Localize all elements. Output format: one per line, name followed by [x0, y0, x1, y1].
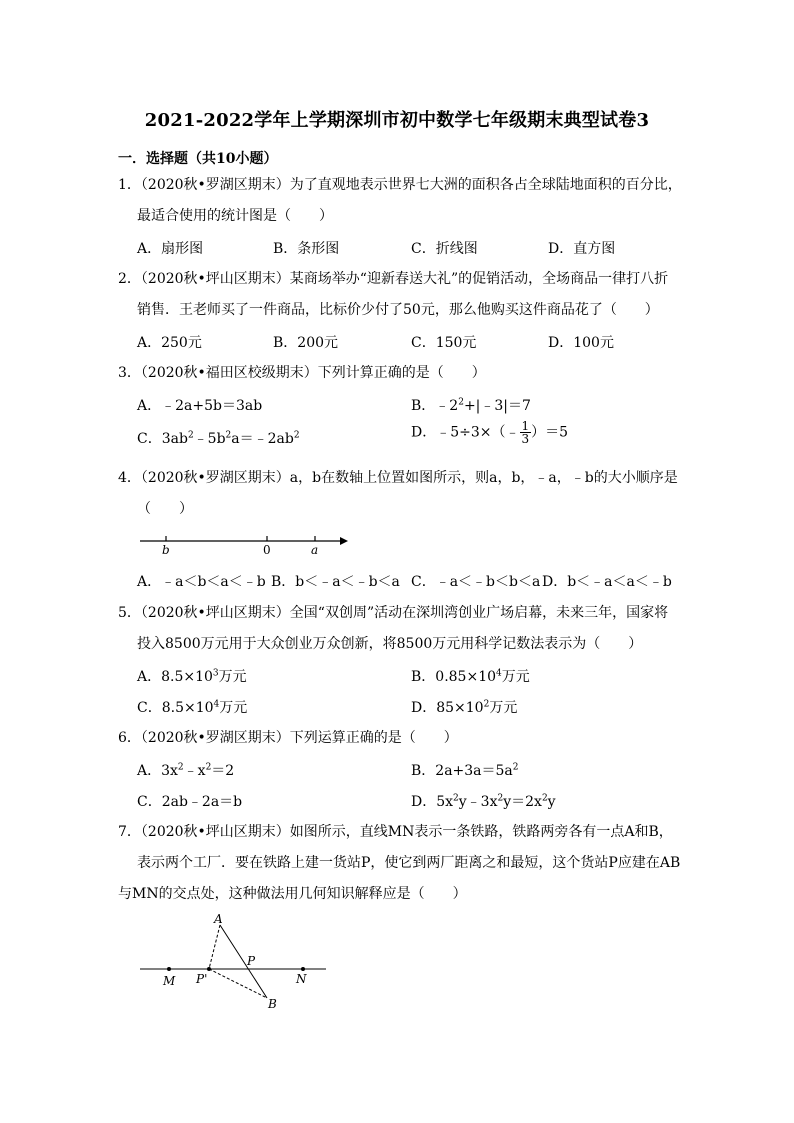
q6-option-d[interactable]	[411, 791, 556, 811]
q5-b-unit: 万元	[501, 669, 530, 685]
q5-option-d[interactable]	[411, 697, 517, 717]
q6-d-text-mid: y﹣3x	[458, 794, 498, 810]
question-4-text-line1: 4．（2020秋•罗湖区期末）a，b在数轴上位置如图所示，则a，b，﹣a，﹣b的大小顺序是	[118, 470, 678, 486]
q5-option-c[interactable]	[137, 697, 247, 717]
q3-c-sup2: 2	[225, 430, 232, 441]
q6-d-text-mid2: y＝2x	[503, 794, 542, 810]
q2-option-d[interactable]: D．100元	[548, 335, 614, 351]
q4-option-a[interactable]: A．﹣a＜b＜a＜﹣b	[137, 574, 266, 590]
q2-option-b[interactable]: B．200元	[273, 335, 339, 351]
label-p-prime: P'	[196, 972, 208, 986]
segment-ab	[220, 925, 267, 998]
fraction-denominator: 3	[521, 432, 530, 446]
point-m	[167, 967, 171, 971]
point-n	[301, 967, 305, 971]
q2-option-c[interactable]: C．150元	[411, 335, 477, 351]
q5-c-sup: 4	[213, 699, 220, 710]
q3-d-text-end: ）＝5	[531, 424, 569, 441]
q3-option-b[interactable]	[411, 395, 531, 415]
q3-b-text-end: +|﹣3|＝7	[463, 398, 531, 414]
q4-option-d[interactable]: D．b＜﹣a＜a＜﹣b	[542, 574, 672, 590]
q4-option-c[interactable]: C．﹣a＜﹣b＜b＜a	[411, 574, 541, 590]
q3-c-sup1: 2	[187, 430, 194, 441]
railway-geometry-figure	[138, 912, 338, 1012]
q6-a-sup2: 2	[205, 762, 212, 773]
fraction-numerator: 1	[521, 419, 530, 433]
q3-option-c[interactable]	[137, 428, 300, 448]
q5-d-text: D．85×10	[411, 700, 484, 716]
question-5-text-line1: 5．（2020秋•坪山区期末）全国“双创周”活动在深圳湾创业广场启幕，未来三年，国家将	[118, 605, 669, 621]
q6-option-a[interactable]	[137, 760, 234, 780]
question-6-text-line1: 6．（2020秋•罗湖区期末）下列运算正确的是（ ）	[118, 730, 458, 746]
q6-d-text: D．5x	[411, 794, 454, 810]
question-2-text-line2: 销售．王老师买了一件商品，比标价少付了50元，那么他购买这件商品花了（ ）	[137, 302, 659, 318]
q3-option-a[interactable]: A．﹣2a+5b＝3ab	[137, 398, 263, 414]
q3-b-sup: 2	[458, 397, 464, 408]
q3-c-sup3: 2	[293, 430, 300, 441]
page-title: 2021-2022学年上学期深圳市初中数学七年级期末典型试卷3	[144, 110, 650, 131]
q6-d-sup1: 2	[453, 793, 459, 804]
q5-d-sup: 2	[483, 699, 490, 710]
q6-d-sup2: 2	[497, 793, 504, 804]
q3-option-d[interactable]	[411, 420, 568, 445]
q6-a-text-mid: ﹣x	[183, 763, 206, 779]
question-1-text-line2: 最适合使用的统计图是（ ）	[137, 208, 333, 224]
q2-option-a[interactable]: A．250元	[137, 335, 202, 351]
q5-b-text: B．0.85×10	[411, 669, 497, 685]
axis-label-b: b	[162, 543, 170, 557]
q5-c-text: C．8.5×10	[137, 700, 214, 716]
question-7-text-line1: 7．（2020秋•坪山区期末）如图所示，直线MN表示一条铁路，铁路两旁各有一点A和B，	[118, 824, 673, 840]
label-n: N	[296, 972, 307, 986]
q3-c-text-mid2: a＝﹣2ab	[231, 431, 294, 447]
question-7-text-line2: 表示两个工厂．要在铁路上建一货站P，使它到两厂距离之和最短，这个货站P应建在AB	[137, 855, 681, 871]
number-line-figure	[140, 530, 360, 560]
question-3-text-line1: 3．（2020秋•福田区校级期末）下列计算正确的是（ ）	[118, 365, 486, 381]
label-p: P	[247, 954, 256, 968]
q6-a-text-end: ＝2	[211, 763, 235, 779]
q6-d-sup3: 2	[541, 793, 548, 804]
q6-option-c[interactable]: C．2ab﹣2a＝b	[137, 794, 243, 810]
question-1-text-line1: 1．（2020秋•罗湖区期末）为了直观地表示世界七大洲的面积各占全球陆地面积的百分比，	[118, 177, 682, 193]
q3-c-text: C．3ab	[137, 431, 188, 447]
q5-a-text: A．8.5×10	[137, 669, 213, 685]
q5-d-unit: 万元	[489, 700, 518, 716]
q3-d-text: D．﹣5÷3×（﹣	[411, 424, 520, 441]
question-4-text-line2: （ ）	[137, 501, 193, 517]
q4-option-b[interactable]: B．b＜﹣a＜﹣b＜a	[271, 574, 400, 590]
q3-d-fraction	[520, 420, 532, 445]
q6-a-sup1: 2	[177, 762, 184, 773]
q3-b-text: B．﹣2	[411, 398, 459, 414]
label-a: A	[214, 912, 223, 926]
question-7-text-line3: 与MN的交点处，这种做法用几何知识解释应是（ ）	[118, 886, 467, 902]
question-5-text-line2: 投入8500万元用于大众创业万众创新，将8500万元用科学记数法表示为（ ）	[137, 636, 643, 652]
q6-b-text: B．2a+3a＝5a	[411, 763, 513, 779]
label-b: B	[268, 997, 277, 1011]
q6-a-text: A．3x	[137, 763, 178, 779]
q6-option-b[interactable]	[411, 760, 519, 780]
dashed-ap-prime	[209, 925, 220, 969]
q1-option-a[interactable]: A．扇形图	[137, 241, 204, 257]
axis-label-zero: 0	[263, 543, 271, 557]
q5-option-a[interactable]	[137, 666, 247, 686]
label-m: M	[163, 974, 176, 988]
q5-b-sup: 4	[496, 668, 502, 679]
q1-option-c[interactable]: C．折线图	[411, 241, 478, 257]
q3-c-text-mid: ﹣5b	[193, 431, 226, 447]
dashed-bp-prime	[209, 969, 267, 998]
q1-option-b[interactable]: B．条形图	[273, 241, 340, 257]
q5-a-sup: 3	[212, 668, 219, 679]
q1-option-d[interactable]: D．直方图	[548, 241, 616, 257]
section-heading: 一．选择题（共10小题）	[118, 151, 278, 167]
axis-label-a: a	[311, 543, 319, 557]
number-line-arrow-icon	[340, 537, 348, 545]
q5-option-b[interactable]	[411, 666, 530, 686]
q5-c-unit: 万元	[219, 700, 248, 716]
q6-d-text-end: y	[547, 794, 556, 810]
q5-a-unit: 万元	[218, 669, 247, 685]
question-2-text-line1: 2．（2020秋•坪山区期末）某商场举办“迎新春送大礼”的促销活动，全场商品一律打八折	[118, 271, 669, 287]
q6-b-sup: 2	[512, 762, 519, 773]
